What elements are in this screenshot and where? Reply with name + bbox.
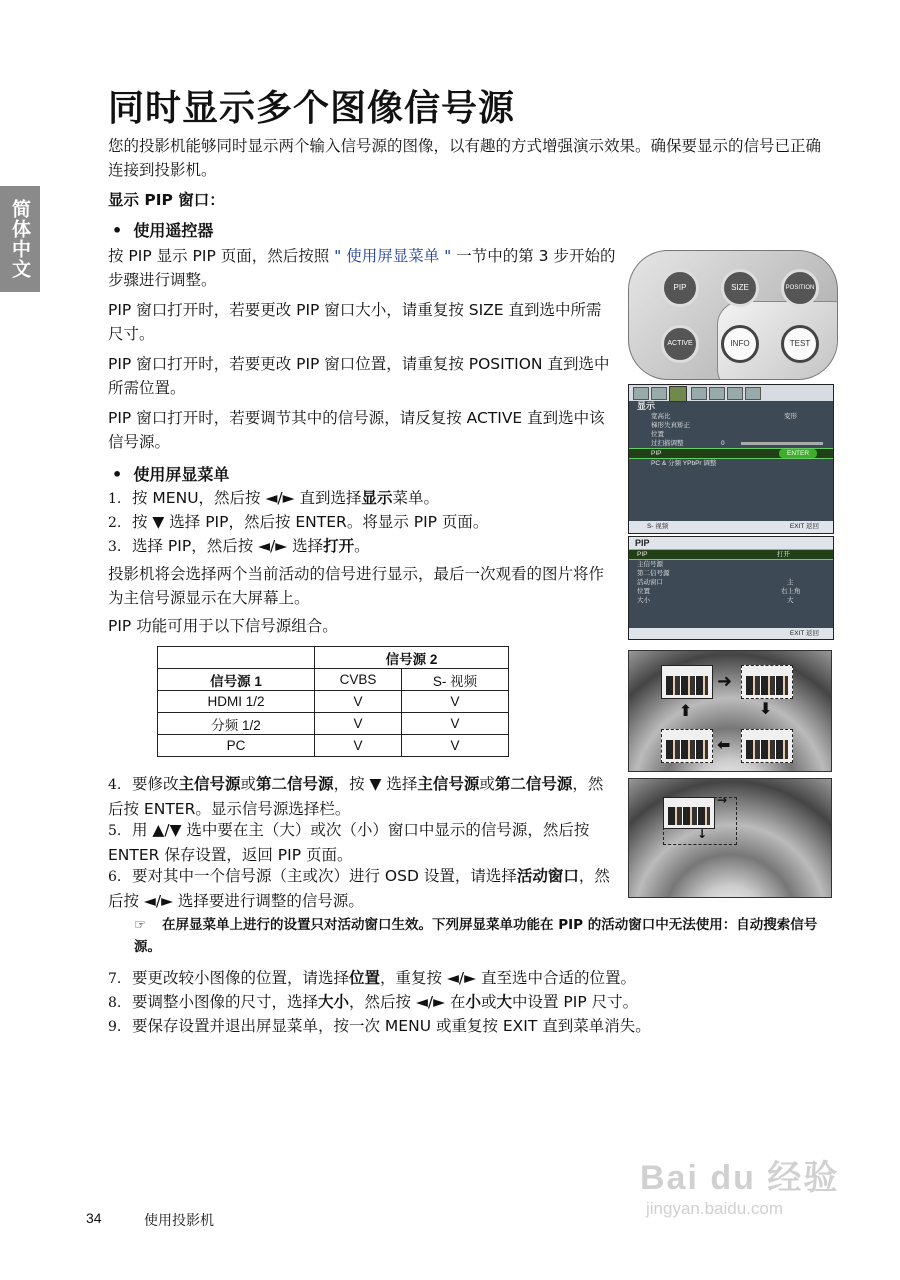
- osd-footer-exit: EXIT 返回: [789, 523, 819, 530]
- osd-row: [629, 587, 833, 596]
- people-photo: [746, 740, 788, 759]
- step-number: 9.: [108, 1019, 122, 1035]
- osd-pip-footer: [629, 628, 833, 639]
- remote-info-button: INFO: [721, 325, 759, 363]
- osd-row: [629, 430, 833, 439]
- pip-size-illustration: [628, 778, 832, 898]
- step-number: 8.: [108, 995, 122, 1011]
- arrow-right-icon: ➜: [717, 671, 733, 692]
- language-tab: 简体中文: [0, 186, 40, 292]
- step-bold: 主信号源: [178, 775, 241, 793]
- table-row: [158, 713, 509, 735]
- osd-row-pip-selected: [629, 448, 833, 459]
- osd-row-label: 梯形失真矫正: [651, 422, 690, 429]
- table-cell: V: [315, 713, 402, 735]
- osd-tab-advanced-picture-icon: [651, 387, 667, 400]
- osd-tab-system-icon: [709, 387, 725, 400]
- step-text: 中设置 PIP 尺寸。: [512, 993, 639, 1011]
- table-header-source1: 信号源 1: [158, 669, 315, 691]
- osd-section-link[interactable]: " 使用屏显菜单 ": [334, 247, 452, 265]
- step-bold: 小: [465, 993, 481, 1011]
- footer-section-title: 使用投影机: [144, 1213, 214, 1229]
- osd-row: [629, 421, 833, 430]
- remote-p1-text-a: 按 PIP 显示 PIP 页面，然后按照: [108, 247, 335, 265]
- step-text: ，然后按 ENTER。显示信号源选择栏。: [108, 775, 604, 818]
- subheading-pip-window: 显示 PIP 窗口：: [108, 191, 225, 209]
- remote-size-button: SIZE: [721, 269, 759, 307]
- osd-display-menu: [628, 384, 834, 534]
- table-header-source2: 信号源 2: [315, 647, 509, 669]
- note-text: 在屏显菜单上进行的设置只对活动窗口生效。下列屏显菜单功能在 PIP 的活动窗口中无法使用：自动搜索信号源。: [134, 917, 818, 955]
- osd-row-label: 过扫描调整: [651, 440, 684, 447]
- baidu-jingyan-watermark: [640, 1150, 839, 1219]
- remote-position-button: POSITION: [781, 269, 819, 307]
- step-bold: 活动窗口: [516, 867, 579, 885]
- table-cell: V: [315, 735, 402, 757]
- osd-row-label: 第二信号源: [637, 570, 670, 577]
- step-9: [108, 1014, 848, 1039]
- people-photo: [668, 807, 710, 825]
- osd-row: [629, 578, 833, 587]
- osd-row: [629, 412, 833, 421]
- osd-tab-info-icon: [727, 387, 743, 400]
- osd-step-3: [108, 534, 618, 559]
- osd-row-value: 主: [787, 579, 794, 586]
- step-number: 2.: [108, 515, 122, 531]
- arrow-down-icon: ↓: [697, 827, 708, 841]
- osd-row-label: 主信号源: [637, 561, 663, 568]
- step-number: 7.: [108, 971, 122, 987]
- table-header-cvbs: CVBS: [315, 669, 402, 691]
- remote-paragraph-1: [108, 244, 616, 292]
- osd-row: [629, 569, 833, 578]
- table-cell: HDMI 1/2: [158, 691, 315, 713]
- osd-row: [629, 596, 833, 605]
- step-text: 。: [354, 537, 370, 555]
- pip-window-top-left: [661, 665, 713, 699]
- pip-window-top-right: [741, 665, 793, 699]
- osd-row: [629, 459, 833, 468]
- step-text: 要保存设置并退出屏显菜单，按一次 MENU 或重复按 EXIT 直到菜单消失。: [132, 1017, 651, 1035]
- osd-footer-source: S- 视频: [647, 523, 669, 530]
- remote-test-button: TEST: [781, 325, 819, 363]
- step-text: 要对其中一个信号源（主或次）进行 OSD 设置，请选择: [132, 867, 517, 885]
- osd-paragraph-2: PIP 功能可用于以下信号源组合。: [108, 617, 338, 635]
- osd-pip-header: PIP: [629, 537, 833, 549]
- osd-tab-display-icon: [669, 386, 687, 402]
- osd-overscan-slider: [741, 442, 823, 445]
- step-bold: 第二信号源: [256, 775, 334, 793]
- pip-window-bottom-left: [661, 729, 713, 763]
- step-text: 或: [480, 993, 497, 1011]
- table-header-svideo: S- 视频: [402, 669, 509, 691]
- arrow-down-icon: ⬇: [759, 699, 773, 718]
- people-photo: [666, 676, 708, 695]
- osd-row-label: PIP: [637, 551, 648, 558]
- bullet-dot: •: [112, 465, 134, 484]
- bullet-remote: [112, 218, 213, 241]
- osd-row-value: 右上角: [781, 588, 801, 595]
- arrow-right-icon: →: [717, 793, 728, 807]
- bullet-remote-label: 使用遥控器: [133, 221, 214, 240]
- people-photo: [666, 740, 708, 759]
- osd-row-label: PIP: [651, 450, 662, 457]
- watermark-url: jingyan.baidu.com: [646, 1199, 784, 1218]
- osd-row-value: 打开: [777, 551, 790, 558]
- table-cell: V: [402, 713, 509, 735]
- osd-row-pip-selected: [629, 549, 833, 560]
- osd-step-1: [108, 486, 618, 511]
- intro-paragraph: 您的投影机能够同时显示两个输入信号源的图像，以有趣的方式增强演示效果。确保要显示的信号已正确连接到投影机。: [108, 137, 822, 179]
- pip-position-illustration: [628, 650, 832, 772]
- table-row: [158, 691, 509, 713]
- table-row: [158, 735, 509, 757]
- step-bold: 位置: [349, 969, 381, 987]
- step-text: ，按 ▼ 选择: [333, 775, 418, 793]
- step-4: [108, 772, 618, 821]
- osd-row-label: 大小: [637, 597, 650, 604]
- step-text: ，然后按 ◄/► 在: [349, 993, 466, 1011]
- remote-paragraph-3: PIP 窗口打开时，若要更改 PIP 窗口位置，请重复按 POSITION 直到选中所需位置。: [108, 355, 610, 397]
- osd-row: [629, 560, 833, 569]
- remote-p1-text-b: 一节中的第 3 步开始的步骤进行调整。: [108, 247, 616, 289]
- table-cell: PC: [158, 735, 315, 757]
- osd-display-footer: [629, 521, 833, 533]
- people-photo: [746, 676, 788, 695]
- step-number: 4.: [108, 777, 122, 793]
- remote-paragraph-4: PIP 窗口打开时，若要调节其中的信号源，请反复按 ACTIVE 直到选中该信号源。: [108, 409, 605, 451]
- step-text: 菜单。: [392, 489, 439, 507]
- step-text: 或: [479, 775, 495, 793]
- osd-tab-bar: [629, 385, 833, 401]
- table-cell: V: [315, 691, 402, 713]
- table-cell: V: [402, 691, 509, 713]
- step-text: 要修改: [132, 775, 179, 793]
- osd-row-label: 位置: [637, 588, 650, 595]
- osd-row-value: 0: [721, 440, 725, 447]
- page-number: 34: [86, 1210, 102, 1226]
- step-text: 要更改较小图像的位置，请选择: [132, 969, 350, 987]
- osd-tab-picture-icon: [633, 387, 649, 400]
- watermark-logo: Bai du 经验: [640, 1159, 840, 1197]
- step-number: 6.: [108, 869, 122, 885]
- arrow-up-icon: ⬆: [679, 701, 693, 720]
- pip-window-small: [663, 797, 715, 829]
- step-bold: 大: [496, 993, 512, 1011]
- osd-enter-badge: ENTER: [779, 449, 817, 458]
- step-bold: 打开: [323, 537, 355, 555]
- pip-window-bottom-right: [741, 729, 793, 763]
- osd-tab-setup-icon: [691, 387, 707, 400]
- osd-row-label: 宽高比: [651, 413, 671, 420]
- remote-pip-button: PIP: [661, 269, 699, 307]
- step-text: 用 ▲/▼ 选中要在主（大）或次（小）窗口中显示的信号源，然后按 ENTER 保存设置，返回 PIP 页面。: [108, 821, 590, 864]
- step-bold: 显示: [361, 489, 393, 507]
- osd-row-value: 大: [787, 597, 794, 604]
- step-7: [108, 966, 848, 991]
- step-text: 按 ▼ 选择 PIP，然后按 ENTER。将显示 PIP 页面。: [132, 513, 489, 531]
- osd-row-label: 活动窗口: [637, 579, 663, 586]
- remote-paragraph-2: PIP 窗口打开时，若要更改 PIP 窗口大小，请重复按 SIZE 直到选中所需尺寸。: [108, 301, 602, 343]
- step-number: 1.: [108, 491, 122, 507]
- step-number: 5.: [108, 823, 122, 839]
- osd-pip-menu: [628, 536, 834, 640]
- arrow-left-icon: ⬅: [717, 735, 731, 754]
- osd-row-label: 位置: [651, 431, 664, 438]
- source-combination-table: [157, 646, 509, 757]
- table-corner-cell: [158, 647, 315, 669]
- osd-display-header: 显示: [637, 401, 656, 411]
- osd-paragraph-1: 投影机将会选择两个当前活动的信号进行显示，最后一次观看的图片将作为主信号源显示在大屏幕上。: [108, 565, 605, 607]
- step-text: 选择 PIP，然后按 ◄/► 选择: [132, 537, 324, 555]
- step-5: [108, 818, 618, 867]
- step-text: ，然后按 ◄/► 选择要进行调整的信号源。: [108, 867, 610, 910]
- bullet-osd: [112, 462, 229, 485]
- step-text: 要调整小图像的尺寸，选择: [132, 993, 319, 1011]
- osd-row-value: 变形: [784, 413, 797, 420]
- step-text: 按 MENU，然后按 ◄/► 直到选择: [132, 489, 362, 507]
- osd-step-2: [108, 510, 618, 535]
- step-6: [108, 864, 618, 913]
- osd-tab-extra-icon: [745, 387, 761, 400]
- osd-row: [629, 439, 833, 448]
- step-8: [108, 990, 848, 1015]
- step-bold: 主信号源: [417, 775, 480, 793]
- page-title: 同时显示多个图像信号源: [108, 88, 516, 129]
- bullet-dot: •: [112, 221, 134, 240]
- step-bold: 第二信号源: [494, 775, 573, 793]
- table-cell: V: [402, 735, 509, 757]
- step-bold: 大小: [318, 993, 350, 1011]
- step-text: 或: [240, 775, 257, 793]
- note-box: [134, 914, 834, 958]
- osd-row-label: PC & 分频 YPbPr 调整: [651, 460, 717, 467]
- note-hand-icon: ☞: [134, 917, 147, 933]
- remote-control-illustration: [628, 250, 838, 380]
- bullet-osd-label: 使用屏显菜单: [133, 465, 230, 484]
- table-cell: 分频 1/2: [158, 713, 315, 735]
- step-text: ，重复按 ◄/► 直至选中合适的位置。: [380, 969, 636, 987]
- step-number: 3.: [108, 539, 122, 555]
- remote-active-button: ACTIVE: [661, 325, 699, 363]
- osd-footer-exit: EXIT 返回: [789, 630, 819, 637]
